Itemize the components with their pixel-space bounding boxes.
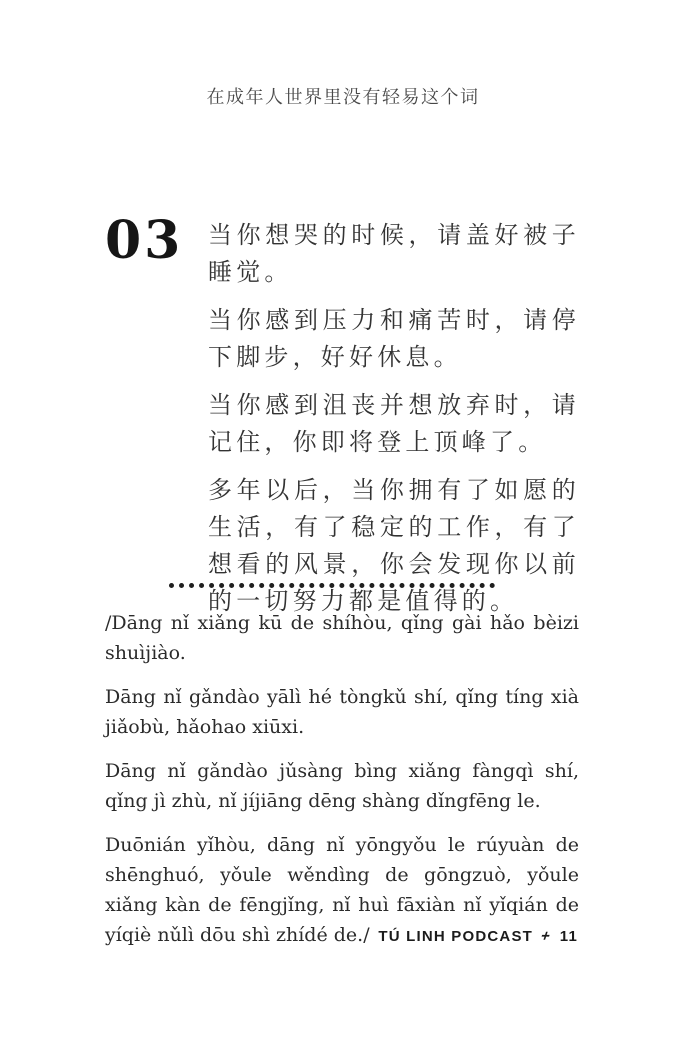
footer-brand: TÚ LINH PODCAST xyxy=(378,928,534,945)
star-separator-icon: + xyxy=(538,927,555,946)
pinyin-paragraph: Dāng nǐ gǎndào yālì hé tòngkǔ shí, qǐng tíng xià jiǎobù, hǎohao xiūxi. xyxy=(105,686,579,738)
chapter-section xyxy=(105,210,580,632)
pinyin-paragraph: Dāng nǐ gǎndào jǔsàng bìng xiǎng fàngqì shí, qǐng jì zhù, nǐ jíjiāng dēng shàng dǐngfēng le. xyxy=(105,760,579,812)
chinese-paragraph: 当你想哭的时候，请盖好被子睡觉。 xyxy=(208,223,580,286)
running-head-title: 在成年人世界里没有轻易这个词 xyxy=(206,87,480,107)
pinyin-paragraph: /Dāng nǐ xiǎng kū de shíhòu, qǐng gài hǎo bèizi shuìjiào. xyxy=(105,612,579,664)
dotted-divider xyxy=(169,583,495,588)
pinyin-paragraph: Duōnián yǐhòu, dāng nǐ yōngyǒu le rúyuàn de shēnghuó, yǒule wěndìng de gōngzuò, yǒule xiǎng kàn de fēngjǐng, nǐ huì fāxiàn nǐ yǐqián de yíqiè nǔlì dōu shì zhídé de./ xyxy=(105,834,579,946)
chinese-paragraph: 多年以后，当你拥有了如愿的生活，有了稳定的工作，有了想看的风景，你会发现你以前的一切努力都是值得的。 xyxy=(208,478,580,615)
chinese-paragraph: 当你感到压力和痛苦时，请停下脚步，好好休息。 xyxy=(208,308,580,371)
chinese-text-block xyxy=(208,218,580,632)
footer-page-number: 11 xyxy=(559,928,578,945)
page-footer xyxy=(378,928,578,945)
chapter-number: 03 xyxy=(105,210,184,271)
pinyin-text-block xyxy=(105,608,579,964)
chinese-paragraph: 当你感到沮丧并想放弃时，请记住，你即将登上顶峰了。 xyxy=(208,393,580,456)
